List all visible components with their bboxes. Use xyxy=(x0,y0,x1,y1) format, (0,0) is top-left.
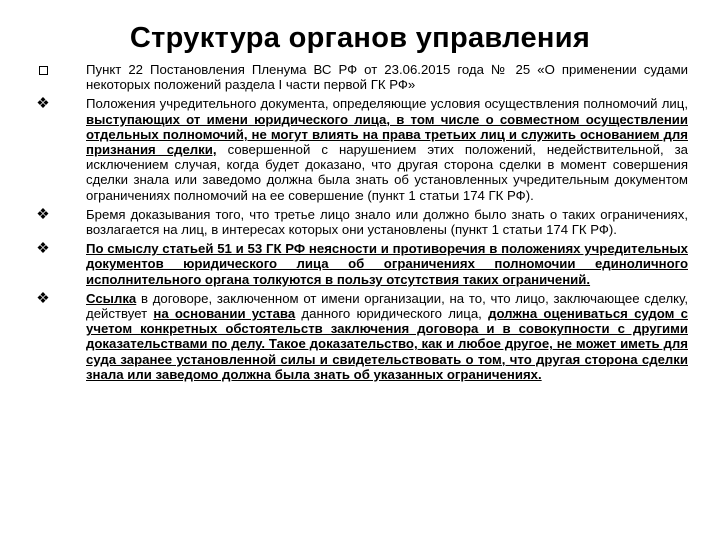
slide-title: Структура органов управления xyxy=(129,22,591,54)
body-text: Положения учредительного документа, определяющие условия осуществления полномочий лиц, xyxy=(86,96,688,112)
body-text: Пункт 22 Постановления Пленума ВС РФ от 23.06.2015 года № 25 «О применении судами некоторых положений раздела I части первой ГК РФ» xyxy=(86,62,688,93)
square-bullet-icon xyxy=(32,63,54,77)
emphasized-text: на основании устава xyxy=(153,306,296,322)
list-item xyxy=(32,291,688,382)
diamond-bullet-icon: ❖ xyxy=(36,240,50,258)
diamond-bullet-icon: ❖ xyxy=(36,289,50,307)
body-text: в договоре, заключенном от имени организации, на то, что лицо, заключающее сделку, действует xyxy=(86,290,688,322)
diamond-bullet-icon: ❖ xyxy=(36,95,50,113)
emphasized-text: должна оцениваться судом с учетом конкретных обстоятельств заключения договора и в совокупности с другими доказательствами по делу. Такое доказательство, как и любое другое, не может иметь для суда заранее установленной силы и свидетельствовать о том, что другая сторона сделки знала или заведомо должна была знать об указанных ограничениях. xyxy=(86,306,688,382)
list-item xyxy=(32,241,688,287)
emphasized-text: По смыслу статьей 51 и 53 ГК РФ неясности и противоречия в положениях учредительных документов юридического лица об ограничениях полномочии единоличного исполнительного органа толкуются в пользу отсутствия таких ограничений. xyxy=(86,241,688,287)
emphasized-text: Ссылка xyxy=(86,290,137,306)
list-item xyxy=(32,62,688,92)
emphasized-text: выступающих от имени юридического лица, в том числе о совместном осуществлении отдельных полномочий, не могут влиять на права третьих лиц и служить основанием для признания сделки, xyxy=(86,111,688,158)
list-item xyxy=(32,207,688,237)
list-item xyxy=(32,96,688,202)
diamond-bullet-icon: ❖ xyxy=(36,205,50,223)
body-text: данного юридического лица, xyxy=(295,306,489,322)
body-text: Бремя доказывания того, что третье лицо знало или должно было знать о таких ограничениях, возлагается на лиц, в интересах которых они установлены (пункт 1 статьи 174 ГК РФ). xyxy=(86,206,688,238)
bullet-list xyxy=(32,62,688,386)
body-text: совершенной с нарушением этих положений, недействительной, за исключением случая, когда будет доказано, что другая сторона сделки в момент совершения сделки знала или заведомо должна была знать об установленных учредительным документом ограничениях полномочий на ее совершение (пункт 1 статьи 174 ГК РФ). xyxy=(86,142,689,203)
